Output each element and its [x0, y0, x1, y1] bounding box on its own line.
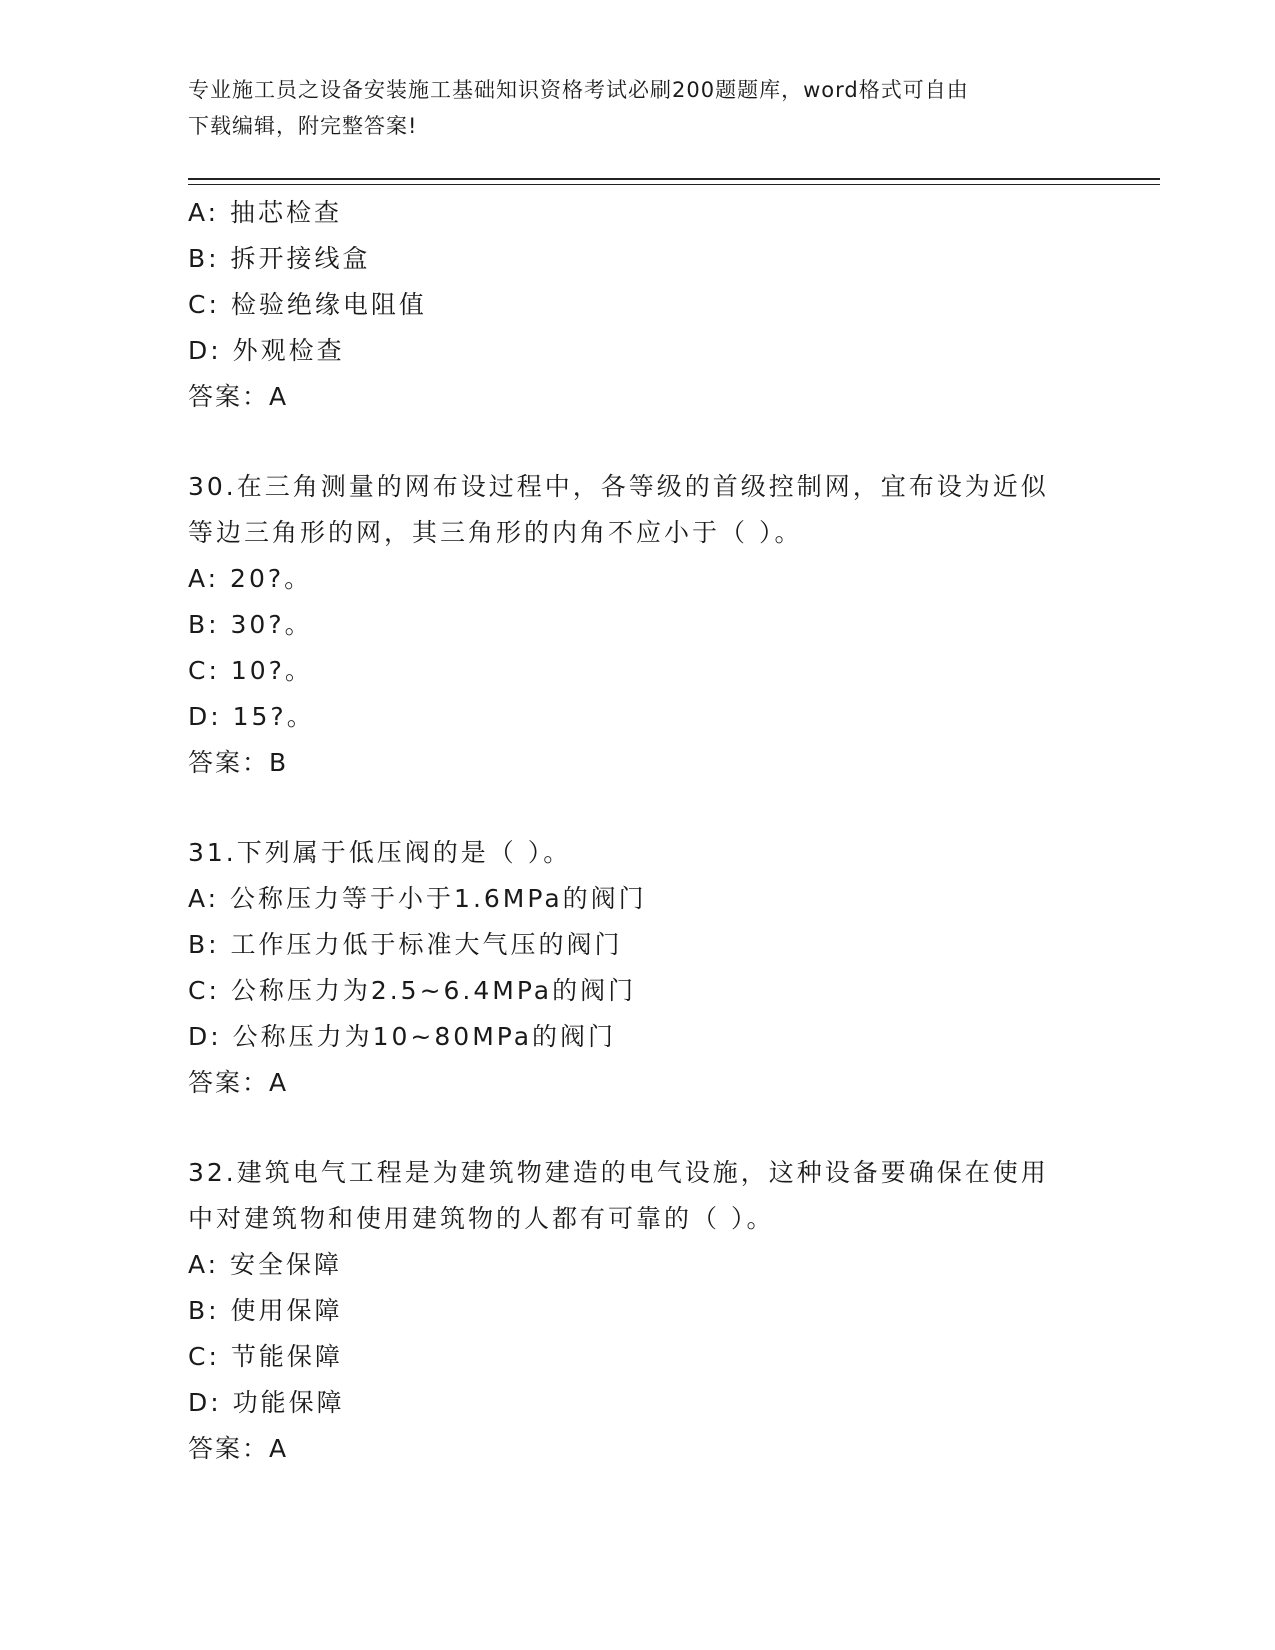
- question-content: [188, 190, 1148, 1472]
- answer: 答案：A: [188, 1434, 289, 1463]
- question-29: [188, 190, 1148, 420]
- option-b: B: 拆开接线盒: [188, 244, 371, 273]
- option-d: D: 公称压力为10~80MPa的阀门: [188, 1022, 617, 1051]
- option-b: B: 使用保障: [188, 1296, 343, 1325]
- option-a: A: 公称压力等于小于1.6MPa的阀门: [188, 884, 647, 913]
- option-b: B: 30?。: [188, 610, 313, 639]
- option-d: D: 功能保障: [188, 1388, 345, 1417]
- question-31: [188, 830, 1148, 1106]
- answer: 答案：A: [188, 382, 289, 411]
- question-stem: 中对建筑物和使用建筑物的人都有可靠的（ ）。: [188, 1204, 775, 1233]
- question-stem: 32.建筑电气工程是为建筑物建造的电气设施，这种设备要确保在使用: [188, 1158, 1049, 1187]
- question-stem: 30.在三角测量的网布设过程中，各等级的首级控制网，宜布设为近似: [188, 472, 1049, 501]
- option-c: C: 检验绝缘电阻值: [188, 290, 427, 319]
- option-d: D: 15?。: [188, 702, 315, 731]
- option-c: C: 公称压力为2.5~6.4MPa的阀门: [188, 976, 637, 1005]
- option-c: C: 10?。: [188, 656, 313, 685]
- question-stem: 31.下列属于低压阀的是（ ）。: [188, 838, 572, 867]
- option-d: D: 外观检查: [188, 336, 345, 365]
- header-divider-thick: [188, 178, 1160, 180]
- header-divider-thin: [188, 184, 1160, 185]
- question-stem: 等边三角形的网，其三角形的内角不应小于（ ）。: [188, 518, 803, 547]
- option-b: B: 工作压力低于标准大气压的阀门: [188, 930, 623, 959]
- header-line-2: 下载编辑，附完整答案!: [188, 114, 418, 138]
- question-30: [188, 464, 1148, 786]
- document-header: [188, 72, 1078, 144]
- header-line-1: 专业施工员之设备安装施工基础知识资格考试必刷200题题库，word格式可自由: [188, 78, 969, 102]
- question-32: [188, 1150, 1148, 1472]
- answer: 答案：A: [188, 1068, 289, 1097]
- option-a: A: 20?。: [188, 564, 313, 593]
- option-c: C: 节能保障: [188, 1342, 343, 1371]
- option-a: A: 安全保障: [188, 1250, 343, 1279]
- option-a: A: 抽芯检查: [188, 198, 343, 227]
- answer: 答案：B: [188, 748, 289, 777]
